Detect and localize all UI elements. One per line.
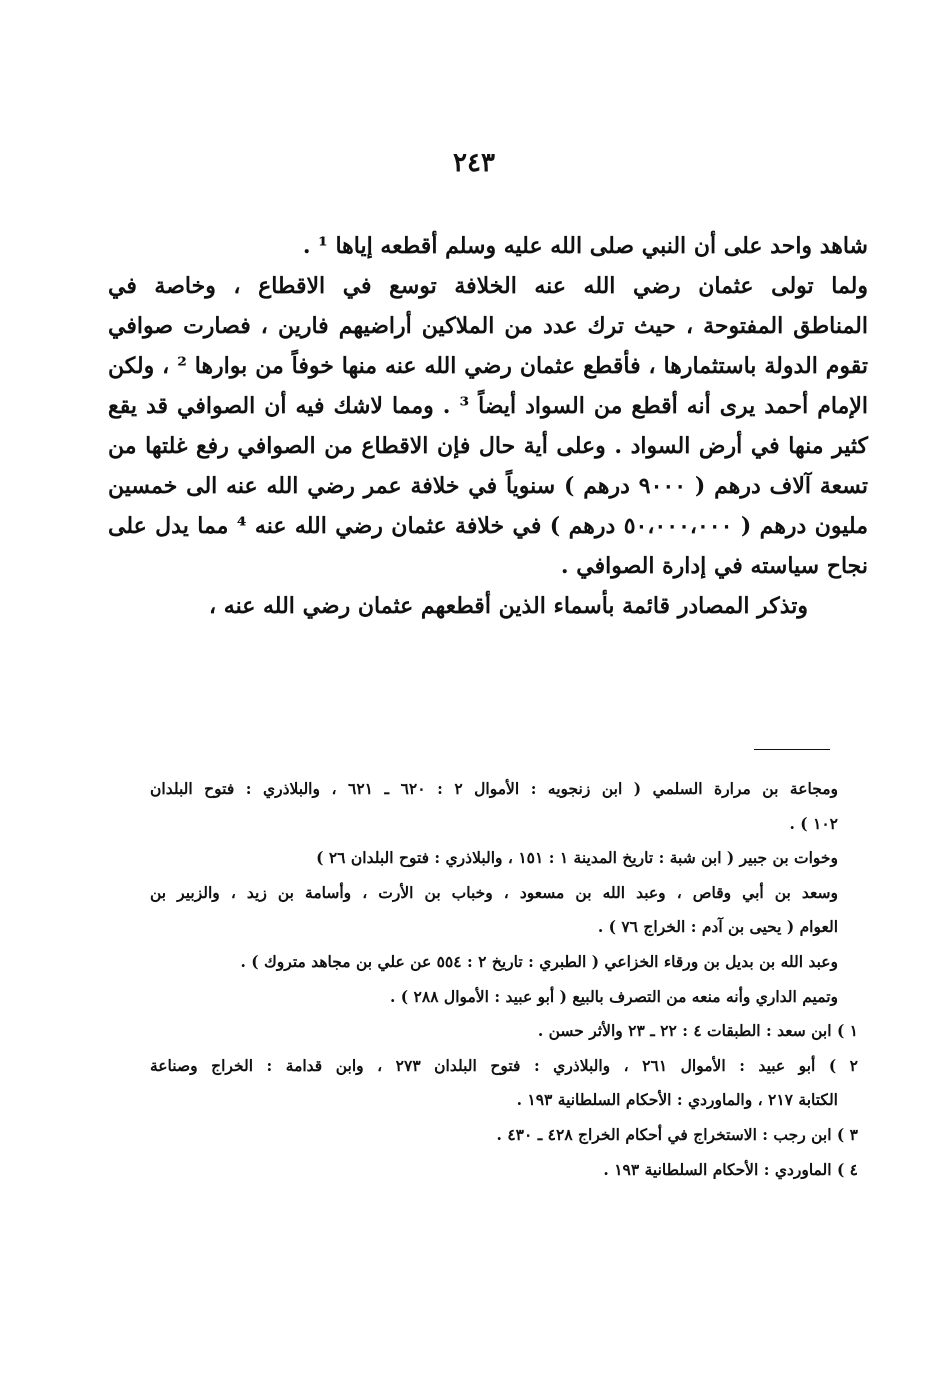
text-line: الإمام أحمد يرى أنه أقطع من السواد أيضاً ³ . ومما لاشك فيه أن الصوافي قد يقع: [108, 393, 868, 419]
text-line: ولما تولى عثمان رضي الله عنه الخلافة توسع في الاقطاع ، وخاصة في: [108, 273, 868, 299]
text-line: تقوم الدولة باستثمارها ، فأقطع عثمان رضي الله عنه منها خوفاً من بوارها ² ، ولكن: [108, 353, 868, 379]
footnote-separator: [754, 749, 830, 750]
footnote-line: الكتابة ٢١٧ ، والماوردي : الأحكام السلطانية ١٩٣ .: [516, 1090, 838, 1110]
footnote-item-1: ١ ) ابن سعد : الطبقات ٤ : ٢٢ ـ ٢٣ والأثر حسن .: [537, 1021, 858, 1041]
text-line: كثير منها في أرض السواد . وعلى أية حال فإن الاقطاع من الصوافي رفع غلتها من: [108, 433, 868, 459]
page-number: ٢٤٣: [453, 148, 495, 178]
footnote-item-3: ٣ ) ابن رجب : الاستخراج في أحكام الخراج ٤٢٨ ـ ٤٣٠ .: [496, 1124, 858, 1144]
footnote-line: وخوات بن جبير ( ابن شبة : تاريخ المدينة ١ : ١٥١ ، والبلاذري : فتوح البلدان ٢٦ ): [316, 848, 838, 868]
text-line: تسعة آلاف درهم ( ٩٠٠٠ درهم ) سنوياً في خلافة عمر رضي الله عنه الى خمسين: [108, 473, 868, 499]
footnote-line: وسعد بن أبي وقاص ، وعبد الله بن مسعود ، وخباب بن الأرت ، وأسامة بن زيد ، والزبير بن: [150, 882, 838, 902]
text-line: شاهد واحد على أن النبي صلى الله عليه وسلم أقطعه إياها ¹ .: [302, 233, 868, 259]
text-line: المناطق المفتوحة ، حيث ترك عدد من الملاكين أراضيهم فارين ، فصارت صوافي: [108, 313, 868, 339]
main-text: [108, 226, 868, 626]
footnote-item-4: ٤ ) الماوردي : الأحكام السلطانية ١٩٣ .: [603, 1159, 858, 1179]
text-line: مليون درهم ( ٥٠،٠٠٠،٠٠٠ درهم ) في خلافة عثمان رضي الله عنه ⁴ مما يدل على: [108, 513, 868, 539]
footnotes: [150, 772, 858, 1187]
footnote-item-2: ٢ ) أبو عبيد : الأموال ٢٦١ ، والبلاذري : فتوح البلدان ٢٧٣ ، وابن قدامة : الخراج وصناعة: [150, 1055, 858, 1075]
footnote-line: وتميم الداري وأنه منعه من التصرف بالبيع ( أبو عبيد : الأموال ٢٨٨ ) .: [390, 986, 838, 1006]
footnote-line: العوام ( يحيى بن آدم : الخراج ٧٦ ) .: [597, 917, 838, 937]
text-line: وتذكر المصادر قائمة بأسماء الذين أقطعهم عثمان رضي الله عنه ،: [209, 593, 808, 619]
footnote-line: ومجاعة بن مرارة السلمي ( ابن زنجويه : الأموال ٢ : ٦٢٠ ـ ٦٢١ ، والبلاذري : فتوح البلدان: [150, 779, 839, 798]
footnote-line: ١٠٢ ) .: [789, 813, 838, 833]
text-line: نجاح سياسته في إدارة الصوافي .: [560, 553, 868, 579]
footnote-line: وعبد الله بن بديل بن ورقاء الخزاعي ( الطبري : تاريخ ٢ : ٥٥٤ عن علي بن مجاهد متروك ) .: [240, 951, 838, 971]
